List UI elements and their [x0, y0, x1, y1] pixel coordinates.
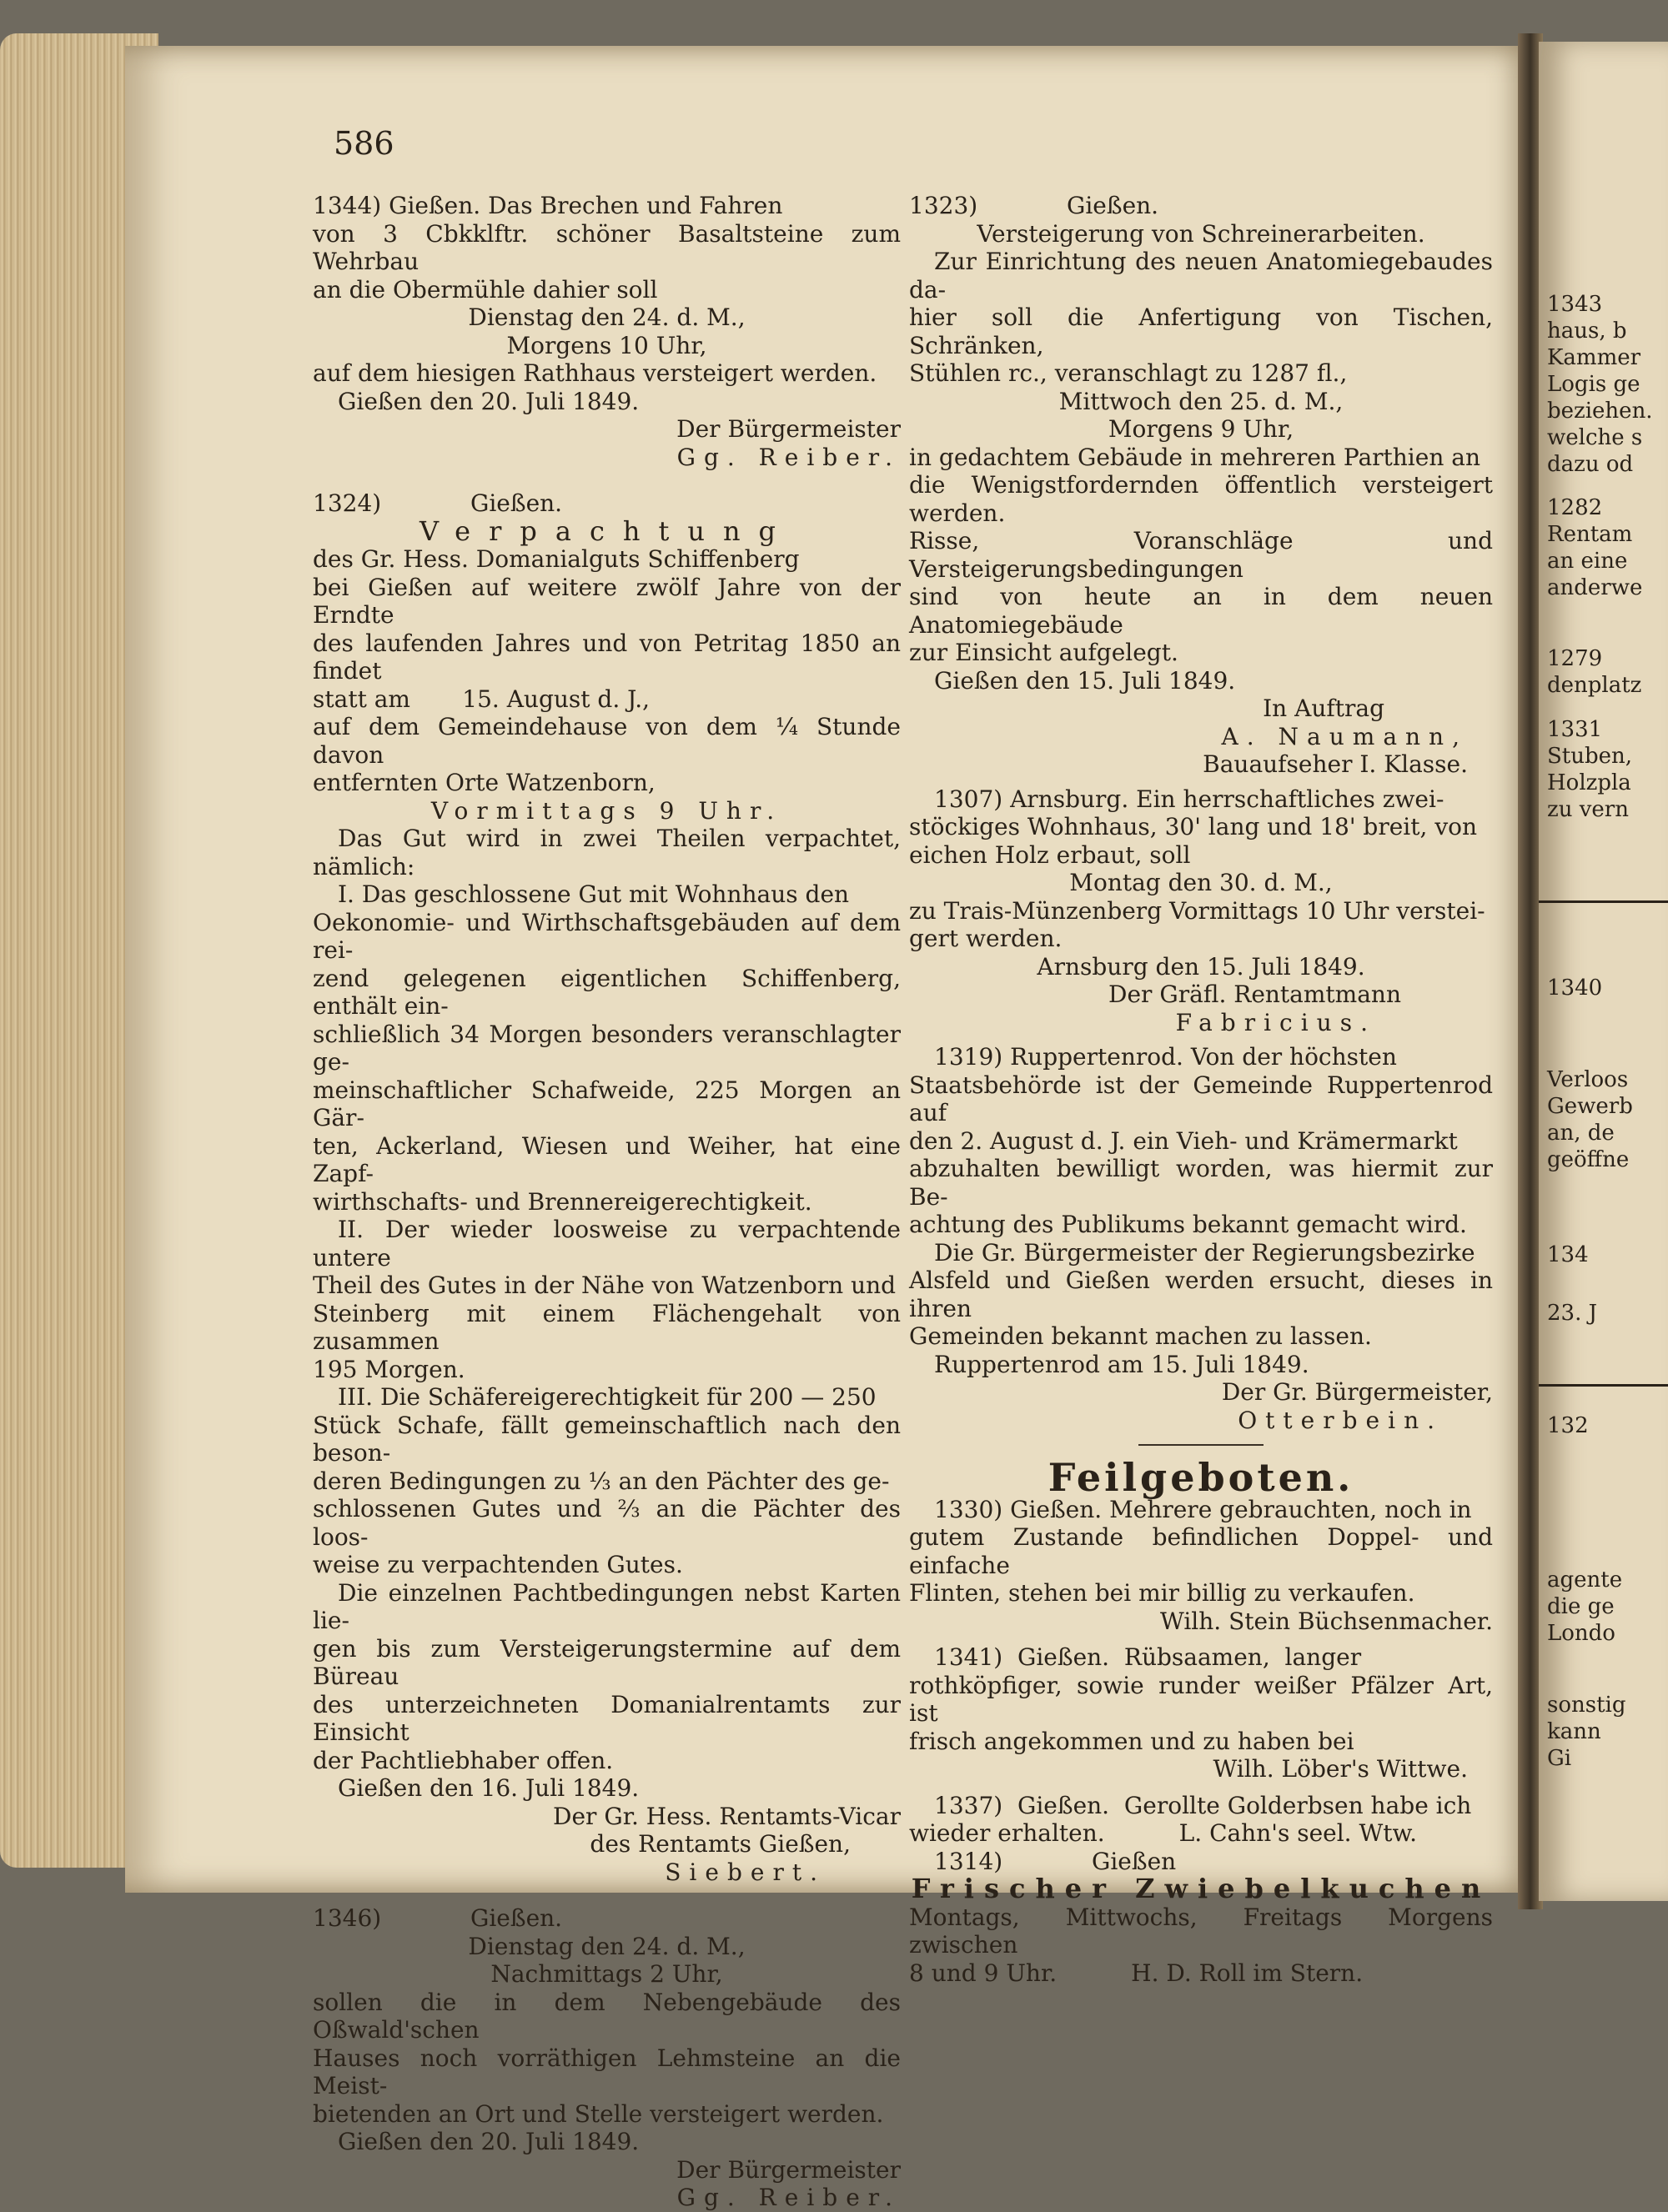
notice-line: Die einzelnen Pachtbedingungen nebst Karten lie- [313, 1578, 901, 1634]
notice-line: Theil des Gutes in der Nähe von Watzenborn und [313, 1272, 897, 1299]
fragment-line: an eine [1547, 549, 1628, 574]
notice-line: meinschaftlicher Schafweide, 225 Morgen an Gär- [313, 1076, 901, 1131]
notice-1324 [313, 489, 901, 1886]
notice-1307 [909, 785, 1493, 1037]
notice-line: 8 und 9 Uhr. H. D. Roll im Stern. [909, 1959, 1364, 1987]
notice-line: 1337) Gießen. Gerollte Golderbsen habe ich [934, 1791, 1472, 1819]
fragment-line: die ge [1547, 1594, 1615, 1619]
notice-line: Stühlen rc., veranschlagt zu 1287 fl., [909, 359, 1348, 387]
notice-line: eichen Holz erbaut, soll [909, 840, 1191, 869]
notice-line: der Pachtliebhaber offen. [313, 1746, 614, 1774]
notice-line: III. Die Schäfereigerechtigkeit für 200 — 250 [338, 1383, 877, 1411]
notice-line: des unterzeichneten Domanialrentamts zur Einsicht [313, 1690, 901, 1746]
notice-line: des Rentamts Gießen, [590, 1830, 851, 1858]
fragment-line: beziehen. [1547, 399, 1653, 424]
notice-line: gert werden. [909, 925, 1063, 952]
fragment-rule [1539, 900, 1668, 903]
notice-line: Dienstag den 24. d. M., [468, 303, 746, 331]
notice-line: 1323) Gießen. [909, 192, 1159, 219]
fragment-line: Stuben, [1547, 744, 1633, 769]
notice-signature: Wilh. Stein Büchsenmacher. [1160, 1607, 1493, 1635]
fragment-line: geöffne [1547, 1147, 1630, 1172]
notice-line: in gedachtem Gebäude in mehreren Parthien an [909, 443, 1480, 471]
notice-line: Das Gut wird in zwei Theilen verpachtet, nämlich: [313, 825, 901, 880]
fragment-line: Verloos [1547, 1067, 1629, 1092]
notice-line: bei Gießen auf weitere zwölf Jahre von der Erndte [313, 573, 901, 629]
notice-line: 195 Morgen. [313, 1355, 465, 1383]
fragment-line: 1279 [1547, 646, 1603, 671]
notice-line: zend gelegenen eigentlichen Schiffenberg, enthält ein- [313, 964, 901, 1020]
notice-line: entfernten Orte Watzenborn, [313, 769, 656, 796]
notice-line: den 2. August d. J. ein Vieh- und Krämermarkt [909, 1126, 1458, 1155]
notice-line: wieder erhalten. L. Cahn's seel. Wtw. [909, 1819, 1418, 1847]
notice-line: schlossenen Gutes und ⅔ an die Pächter des loos- [313, 1495, 901, 1551]
notice-line: 1344) Gießen. Das Brechen und Fahren [313, 192, 783, 219]
fragment-line: Rentam [1547, 522, 1633, 547]
notice-heading: Verpachtung [419, 514, 795, 547]
notice-line: ten, Ackerland, Wiesen und Weiher, hat eine Zapf- [313, 1131, 901, 1187]
notice-line: Der Gr. Bürgermeister, [1221, 1378, 1493, 1406]
notice-signature: Otterbein. [1238, 1406, 1443, 1434]
notice-line: weise zu verpachtenden Gutes. [313, 1551, 683, 1578]
fragment-line: 132 [1547, 1413, 1589, 1438]
notice-line: Hauses noch vorräthigen Lehmsteine an die Meist- [313, 2044, 901, 2099]
fragment-line: zu vern [1547, 797, 1629, 822]
notice-signature: A. Naumann, [1221, 722, 1468, 750]
notice-line: 1341) Gießen. Rübsaamen, langer [934, 1643, 1362, 1671]
notice-line: Der Bürgermeister [676, 415, 901, 443]
notice-line: des Gr. Hess. Domanialguts Schiffenberg [313, 545, 800, 573]
fragment-line: Gi [1547, 1746, 1572, 1771]
notice-line: Die Gr. Bürgermeister der Regierungsbezirke [934, 1238, 1475, 1267]
section-divider [1138, 1444, 1264, 1446]
notice-line: Montag den 30. d. M., [1069, 869, 1333, 896]
notice-line: Stück Schafe, fällt gemeinschaftlich nach den beson- [313, 1411, 901, 1467]
fragment-line: Londo [1547, 1621, 1615, 1646]
notice-line: Montags, Mittwochs, Freitags Morgens zwischen [909, 1903, 1493, 1959]
notice-line: auf dem hiesigen Rathhaus versteigert werden. [313, 359, 877, 387]
page-number: 586 [334, 125, 394, 162]
notice-line: Gießen den 16. Juli 1849. [338, 1774, 640, 1802]
notice-line: wirthschafts- und Brennereigerechtigkeit. [313, 1187, 812, 1216]
notice-line: zu Trais-Münzenberg Vormittags 10 Uhr verstei- [909, 896, 1485, 925]
fragment-line: haus, b [1547, 319, 1627, 344]
notice-line: I. Das geschlossene Gut mit Wohnhaus den [338, 880, 850, 908]
fragment-line: 23. J [1547, 1301, 1598, 1326]
notice-line: Alsfeld und Gießen werden ersucht, dieses in ihren [909, 1267, 1493, 1322]
notice-line: 1324) Gießen. [313, 489, 563, 517]
fragment-line: Holzpla [1547, 770, 1631, 795]
notice-1330 [909, 1496, 1493, 1636]
notice-1344 [313, 192, 901, 471]
fragment-line: welche s [1547, 425, 1643, 450]
notice-1346 [313, 1904, 901, 2212]
notice-line: an die Obermühle dahier soll [313, 275, 658, 303]
notice-line: stöckiges Wohnhaus, 30' lang und 18' breit, von [909, 813, 1478, 840]
notice-line: Gießen den 20. Juli 1849. [338, 387, 640, 415]
notice-signature: Gg. Reiber. [676, 443, 901, 471]
notice-1323 [909, 192, 1493, 779]
notice-heading: Frischer Zwiebelkuchen [911, 1873, 1491, 1904]
notice-line: 1307) Arnsburg. Ein herrschaftliches zwei- [934, 785, 1444, 813]
notice-line: Arnsburg den 15. Juli 1849. [1037, 952, 1365, 981]
notice-line: II. Der wieder loosweise zu verpachtende untere [313, 1216, 901, 1272]
fragment-line: 1331 [1547, 717, 1603, 742]
fragment-line: an, de [1547, 1121, 1615, 1146]
notice-line: schließlich 34 Morgen besonders veranschlagter ge- [313, 1020, 901, 1076]
fragment-line: 1340 [1547, 976, 1603, 1001]
notice-signature: Gg. Reiber. [676, 2184, 901, 2211]
notice-line: Dienstag den 24. d. M., [468, 1932, 746, 1960]
fragment-line: Kammer [1547, 345, 1641, 370]
notice-line: 1314) Gießen [934, 1847, 1177, 1875]
notice-line: Gießen den 15. Juli 1849. [934, 666, 1236, 695]
notice-line: die Wenigstfordernden öffentlich versteigert werden. [909, 471, 1493, 527]
notice-line: abzuhalten bewilligt worden, was hiermit zur Be- [909, 1155, 1493, 1211]
fragment-line: kann [1547, 1719, 1601, 1744]
notice-line: sollen die in dem Nebengebäude des Oßwald'schen [313, 1988, 901, 2044]
notice-line: rothköpfiger, sowie runder weißer Pfälzer Art, ist [909, 1671, 1493, 1727]
fragment-line: dazu od [1547, 452, 1634, 477]
fragment-line: denplatz [1547, 673, 1642, 698]
notice-line: Risse, Voranschläge und Versteigerungsbedingungen [909, 527, 1493, 583]
notice-line: auf dem Gemeindehause von dem ¼ Stunde davon [313, 713, 901, 769]
notice-1341 [909, 1643, 1493, 1783]
notice-signature: Wilh. Löber's Wittwe. [1213, 1755, 1468, 1783]
next-page-fragment [1539, 42, 1668, 1901]
notice-line: hier soll die Anfertigung von Tischen, Schränken, [909, 303, 1493, 359]
notice-line: Der Gr. Hess. Rentamts-Vicar [553, 1802, 901, 1830]
notice-1319 [909, 1043, 1493, 1434]
notice-heading: Versteigerung von Schreinerarbeiten. [977, 219, 1425, 248]
notice-1314 [909, 1848, 1493, 1988]
notice-signature: Siebert. [665, 1858, 826, 1886]
notice-line: 1319) Ruppertenrod. Von der höchsten [934, 1043, 1397, 1071]
notice-line: Vormittags 9 Uhr. [430, 796, 783, 825]
fragment-line: 1282 [1547, 495, 1603, 520]
notice-line: Staatsbehörde ist der Gemeinde Ruppertenrod auf [909, 1071, 1493, 1126]
notice-line: gen bis zum Versteigerungstermine auf dem Büreau [313, 1634, 901, 1690]
notice-line: Morgens 9 Uhr, [1108, 415, 1294, 443]
notice-1337 [909, 1792, 1493, 1848]
notice-line: Oekonomie- und Wirthschaftsgebäuden auf dem rei- [313, 908, 901, 964]
notice-line: 1330) Gießen. Mehrere gebrauchten, noch in [934, 1495, 1472, 1523]
notice-line: In Auftrag [1263, 695, 1384, 722]
fragment-line: Logis ge [1547, 372, 1640, 397]
notice-line: Zur Einrichtung des neuen Anatomiegebaudes da- [909, 248, 1493, 303]
fragment-line: agente [1547, 1567, 1623, 1593]
notice-signature: Fabricius. [1175, 1008, 1376, 1036]
notice-line: Nachmittags 2 Uhr, [490, 1960, 723, 1988]
fragment-line: sonstig [1547, 1693, 1626, 1718]
fragment-line: 1343 [1547, 292, 1603, 317]
notice-line: Ruppertenrod am 15. Juli 1849. [934, 1350, 1309, 1378]
notice-line: gutem Zustande befindlichen Doppel- und einfache [909, 1523, 1493, 1579]
section-heading-feilgeboten: Feilgeboten. [1048, 1455, 1354, 1500]
notice-line: statt am 15. August d. J., [313, 685, 651, 713]
notice-line: 1346) Gießen. [313, 1904, 563, 1932]
notice-line: sind von heute an in dem neuen Anatomiegebäude [909, 583, 1493, 639]
notice-line: Steinberg mit einem Flächengehalt von zusammen [313, 1299, 901, 1355]
right-column [909, 192, 1493, 1987]
fragment-line: Gewerb [1547, 1094, 1633, 1119]
notice-line: achtung des Publikums bekannt gemacht wird. [909, 1211, 1467, 1238]
notice-line: Der Bürgermeister [676, 2155, 901, 2184]
fragment-line: anderwe [1547, 575, 1643, 600]
left-column [313, 192, 901, 2212]
notice-line: frisch angekommen und zu haben bei [909, 1727, 1354, 1755]
notice-line: Flinten, stehen bei mir billig zu verkaufen. [909, 1579, 1415, 1607]
fragment-line: 134 [1547, 1242, 1589, 1267]
notice-line: deren Bedingungen zu ⅓ an den Pächter des ge- [313, 1467, 890, 1495]
notice-line: Morgens 10 Uhr, [506, 331, 707, 359]
notice-line: Bauaufseher I. Klasse. [1203, 750, 1468, 778]
notice-line: Gießen den 20. Juli 1849. [338, 2128, 640, 2155]
notice-line: Gemeinden bekannt machen zu lassen. [909, 1322, 1372, 1350]
notice-line: Der Gräfl. Rentamtmann [1108, 981, 1401, 1008]
notice-line: Mittwoch den 25. d. M., [1058, 387, 1344, 415]
fragment-rule [1539, 1384, 1668, 1387]
notice-line: zur Einsicht aufgelegt. [909, 639, 1178, 666]
notice-line: von 3 Cbkklftr. schöner Basaltsteine zum Wehrbau [313, 219, 901, 275]
notice-line: bietenden an Ort und Stelle versteigert werden. [313, 2099, 884, 2128]
notice-line: des laufenden Jahres und von Petritag 1850 an findet [313, 629, 901, 685]
